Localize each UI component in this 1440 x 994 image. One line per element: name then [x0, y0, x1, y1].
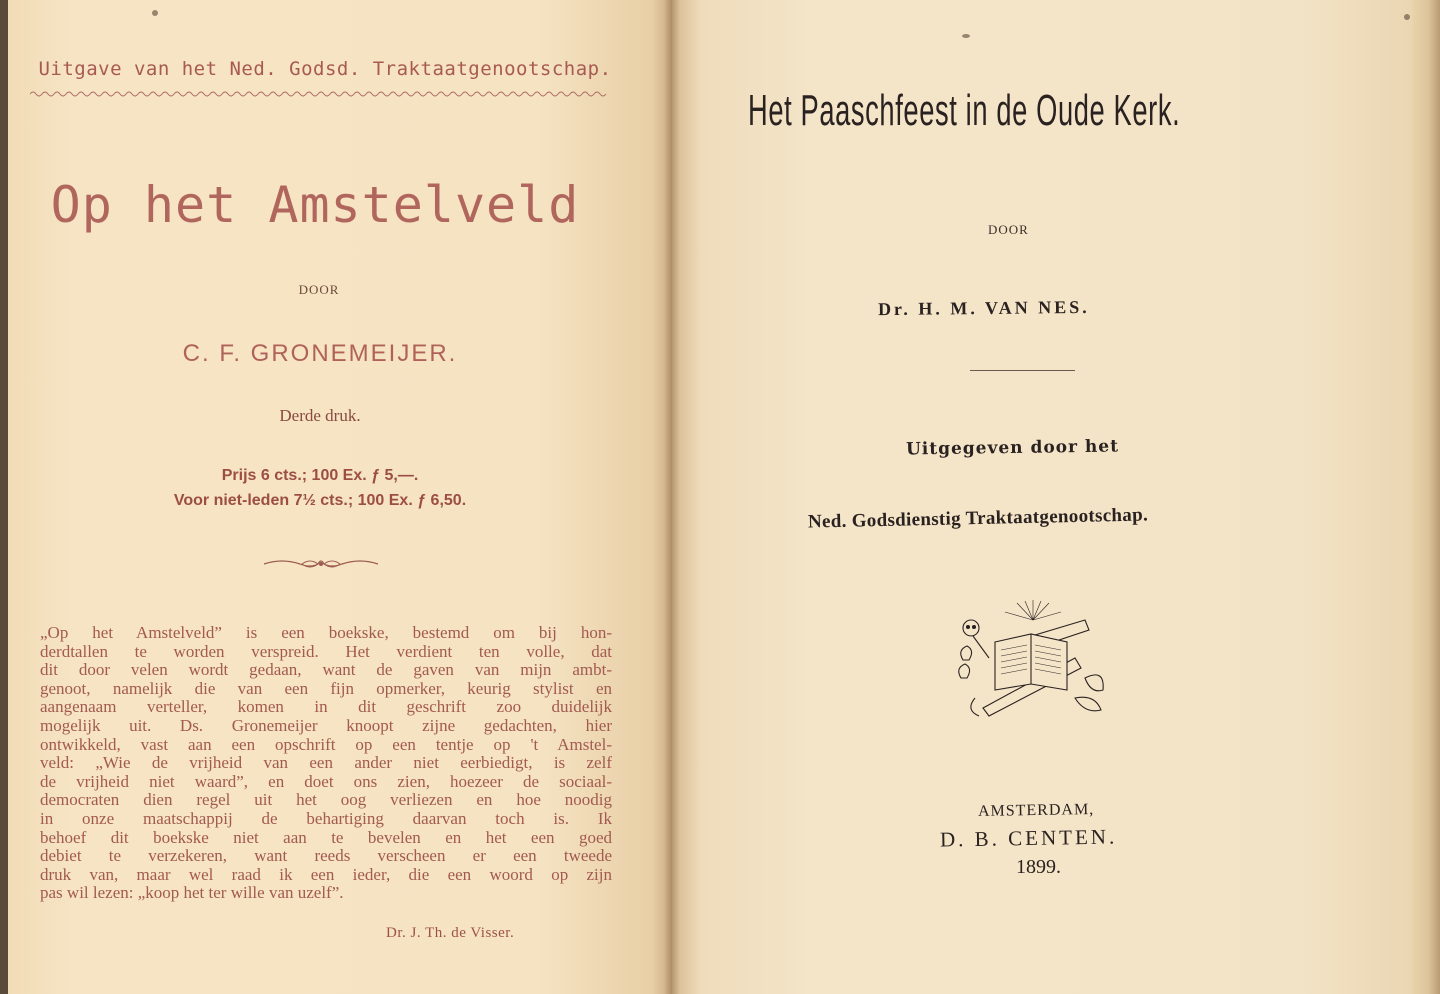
price-line-1: Prijs 6 cts.; 100 Ex. ƒ 5,—.	[221, 467, 419, 484]
published-by-label: Uitgegeven door het	[905, 436, 1120, 460]
ink-speck	[962, 34, 970, 38]
review-line: democraten dien regel uit het oog verliezen en hoe noodig	[40, 791, 612, 810]
right-book-title: Het Paaschfeest in de Oude Kerk.	[748, 86, 1181, 135]
publisher-city: AMSTERDAM,	[977, 800, 1095, 821]
page-edge	[1412, 0, 1440, 994]
left-by-label: DOOR	[298, 282, 340, 297]
left-author: C. F. GRONEMEIJER.	[182, 340, 458, 367]
review-line: debiet te verzekeren, want reeds verscheen er een tweede	[40, 847, 612, 866]
review-line: de vrijheid niet waard”, en doet ons zien, hoezeer de sociaal-	[40, 772, 612, 791]
left-book-title: Op het Amstelveld	[50, 176, 580, 234]
book-spine	[664, 0, 680, 994]
review-line: in onze maatschappij de behartiging daarvan toch is. Ik	[40, 809, 612, 828]
review-line: dit door velen wordt gedaan, want de gaven van mijn ambt-	[40, 661, 612, 680]
price-line-2: Voor niet-leden 7½ cts.; 100 Ex. ƒ 6,50.	[173, 492, 467, 509]
review-line: genoot, namelijk die van een fijn opmerker, keurig stylist en	[40, 679, 612, 698]
right-by-label: DOOR	[988, 222, 1029, 237]
right-author: Dr. H. M. VAN NES.	[877, 296, 1090, 320]
review-line: veld: „Wie de vrijheid van een ander niet eerbiedigt, is zelf	[40, 754, 612, 773]
review-line: mogelijk uit. Ds. Gronemeijer knoopt zijne gedachten, hier	[40, 716, 612, 735]
edition-label: Derde druk.	[279, 406, 361, 425]
ink-speck	[152, 10, 158, 16]
ink-speck	[1404, 14, 1410, 20]
review-signature: Dr. J. Th. de Visser.	[386, 925, 515, 941]
review-paragraph	[40, 624, 612, 903]
review-line: derdtallen te worden verspreid. Het verdient ten volle, dat	[40, 642, 612, 661]
review-line: druk van, maar wel raad ik een ieder, die een woord op zijn	[40, 865, 612, 884]
left-publisher-line: Uitgave van het Ned. Godsd. Traktaatgenootschap.	[38, 58, 612, 80]
horizontal-rule	[970, 370, 1075, 371]
review-line: pas wil lezen: „koop het ter wille van uzelf”.	[40, 884, 344, 903]
ornament-divider-icon	[262, 556, 380, 572]
review-line: behoef dit boekske niet aan te bevelen en het een goed	[40, 828, 612, 847]
review-line: aangenaam verteller, komen in dit geschrift zoo duidelijk	[40, 698, 612, 717]
society-name: Ned. Godsdienstig Traktaatgenootschap.	[807, 504, 1149, 533]
open-bible-vignette-icon	[955, 598, 1110, 720]
publication-year: 1899.	[1016, 856, 1061, 878]
publisher-name: D. B. CENTEN.	[939, 824, 1118, 852]
review-line: „Op het Amstelveld” is een boekske, bestemd om bij hon-	[40, 624, 612, 642]
review-line: ontwikkeld, vast aan een opschrift op een tentje op 't Amstel-	[40, 735, 612, 754]
wavy-rule-divider	[30, 90, 610, 98]
